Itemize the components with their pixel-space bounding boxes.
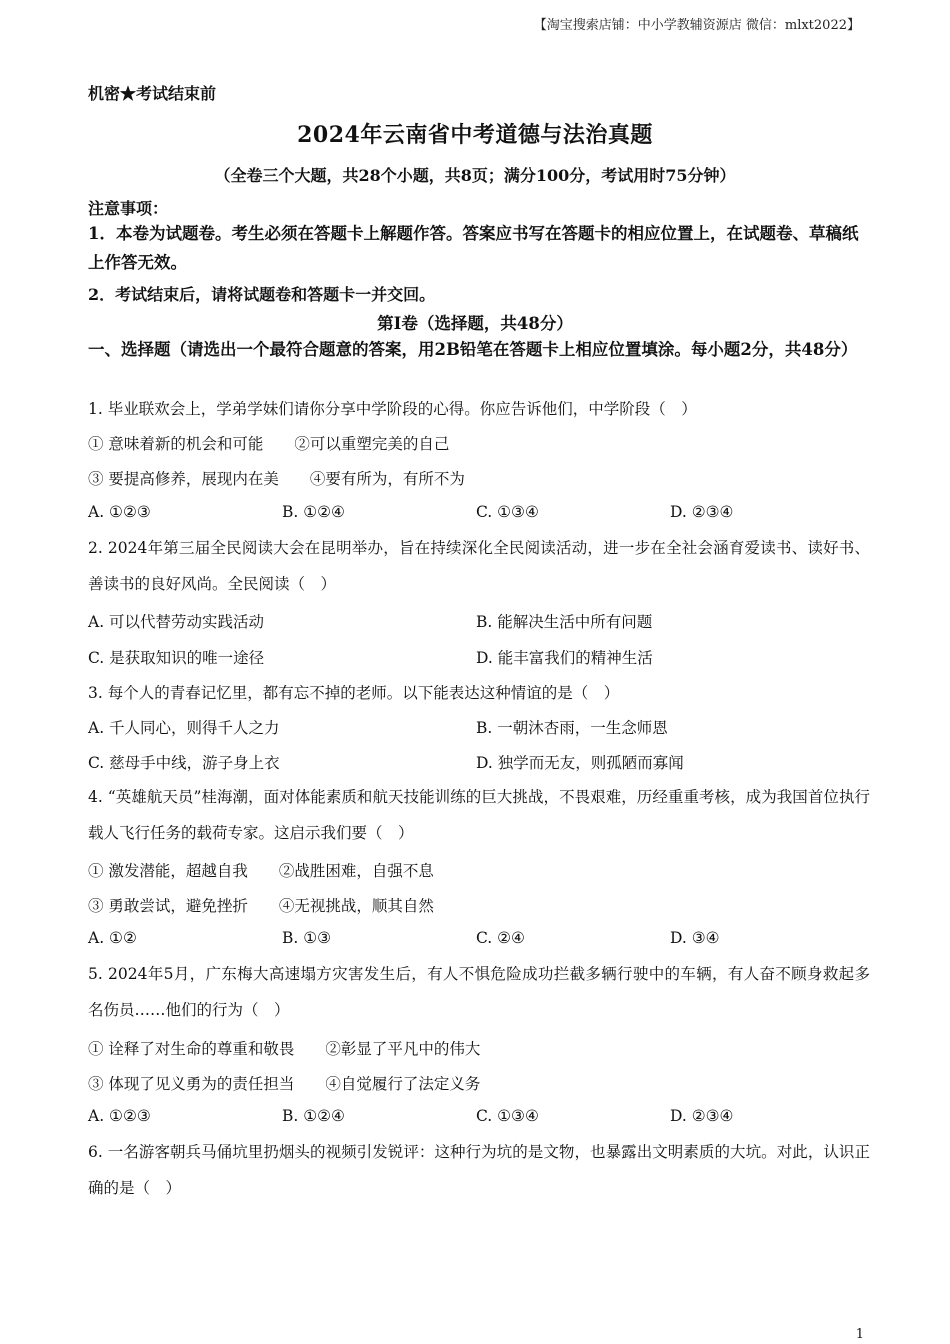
q1-option-a: A. ①②③ [88,503,151,521]
exam-title: 2024年云南省中考道德与法治真题 [297,122,653,148]
q4-option-d: D. ③④ [670,929,720,947]
watermark-header: 【淘宝搜索店铺：中小学教辅资源店 微信：mlxt2022】 [533,18,860,33]
q5-option-d: D. ②③④ [670,1107,734,1125]
note-2: 2．考试结束后，请将试题卷和答题卡一并交回。 [88,285,436,304]
confidential-label: 机密★考试结束前 [88,84,217,103]
q3-option-d: D. 独学而无友，则孤陋而寡闻 [476,754,684,772]
q1-option-b: B. ①②④ [282,503,345,521]
q1-option-d: D. ②③④ [670,503,734,521]
q4-option-b: B. ①③ [282,929,332,947]
q4-statements-2: ③ 勇敢尝试，避免挫折 ④无视挑战，顺其自然 [88,897,434,915]
section-1-heading: 一、选择题（请选出一个最符合题意的答案，用2B铅笔在答题卡上相应位置填涂。每小题2分，共48分） [88,340,858,359]
q6-stem: 6. 一名游客朝兵马俑坑里扔烟头的视频引发锐评：这种行为坑的是文物，也暴露出文明素质的大坑。对此，认识正确的是（ ） [88,1143,870,1197]
q5-option-b: B. ①②④ [282,1107,345,1125]
q5-option-a: A. ①②③ [88,1107,151,1125]
q2-option-d: D. 能丰富我们的精神生活 [476,649,653,667]
q5-statements-1: ① 诠释了对生命的尊重和敬畏 ②彰显了平凡中的伟大 [88,1040,481,1058]
q1-option-c: C. ①③④ [476,503,539,521]
note-1: 1．本卷为试题卷。考生必须在答题卡上解题作答。答案应书写在答题卡的相应位置上，在试题卷、草稿纸上作答无效。 [88,224,859,272]
q2-option-c: C. 是获取知识的唯一途径 [88,649,265,667]
q5-statements-2: ③ 体现了见义勇为的责任担当 ④自觉履行了法定义务 [88,1075,481,1093]
page-number: 1 [855,1327,864,1342]
q4-option-a: A. ①② [88,929,137,947]
q4-statements-1: ① 激发潜能，超越自我 ②战胜困难，自强不息 [88,862,434,880]
q3-stem: 3. 每个人的青春记忆里，都有忘不掉的老师。以下能表达这种情谊的是（ ） [88,684,620,702]
notes-heading: 注意事项： [88,199,169,218]
q4-option-c: C. ②④ [476,929,525,947]
part-1-heading: 第Ⅰ卷（选择题，共48分） [377,314,573,333]
q1-statements-1: ① 意味着新的机会和可能 ②可以重塑完美的自己 [88,435,450,453]
q3-option-c: C. 慈母手中线，游子身上衣 [88,754,280,772]
q2-option-b: B. 能解决生活中所有问题 [476,613,653,631]
q3-option-a: A. 千人同心，则得千人之力 [88,719,280,737]
q2-option-a: A. 可以代替劳动实践活动 [88,613,265,631]
q5-stem: 5. 2024年5月，广东梅大高速塌方灾害发生后，有人不惧危险成功拦截多辆行驶中的车辆，有人奋不顾身救起多名伤员……他们的行为（ ） [88,965,870,1019]
q3-option-b: B. 一朝沐杏雨，一生念师恩 [476,719,668,737]
q5-option-c: C. ①③④ [476,1107,539,1125]
q1-statements-2: ③ 要提高修养，展现内在美 ④要有所为，有所不为 [88,470,465,488]
q1-stem: 1. 毕业联欢会上，学弟学妹们请你分享中学阶段的心得。你应告诉他们，中学阶段（ ） [88,400,697,418]
q2-stem: 2. 2024年第三届全民阅读大会在昆明举办，旨在持续深化全民阅读活动，进一步在全社会涵育爱读书、读好书、善读书的良好风尚。全民阅读（ ） [88,539,870,593]
exam-subtitle: （全卷三个大题，共28个小题，共8页；满分100分，考试用时75分钟） [214,166,736,185]
q4-stem: 4. “英雄航天员”桂海潮，面对体能素质和航天技能训练的巨大挑战，不畏艰难，历经重重考核，成为我国首位执行载人飞行任务的载荷专家。这启示我们要（ ） [88,788,870,842]
